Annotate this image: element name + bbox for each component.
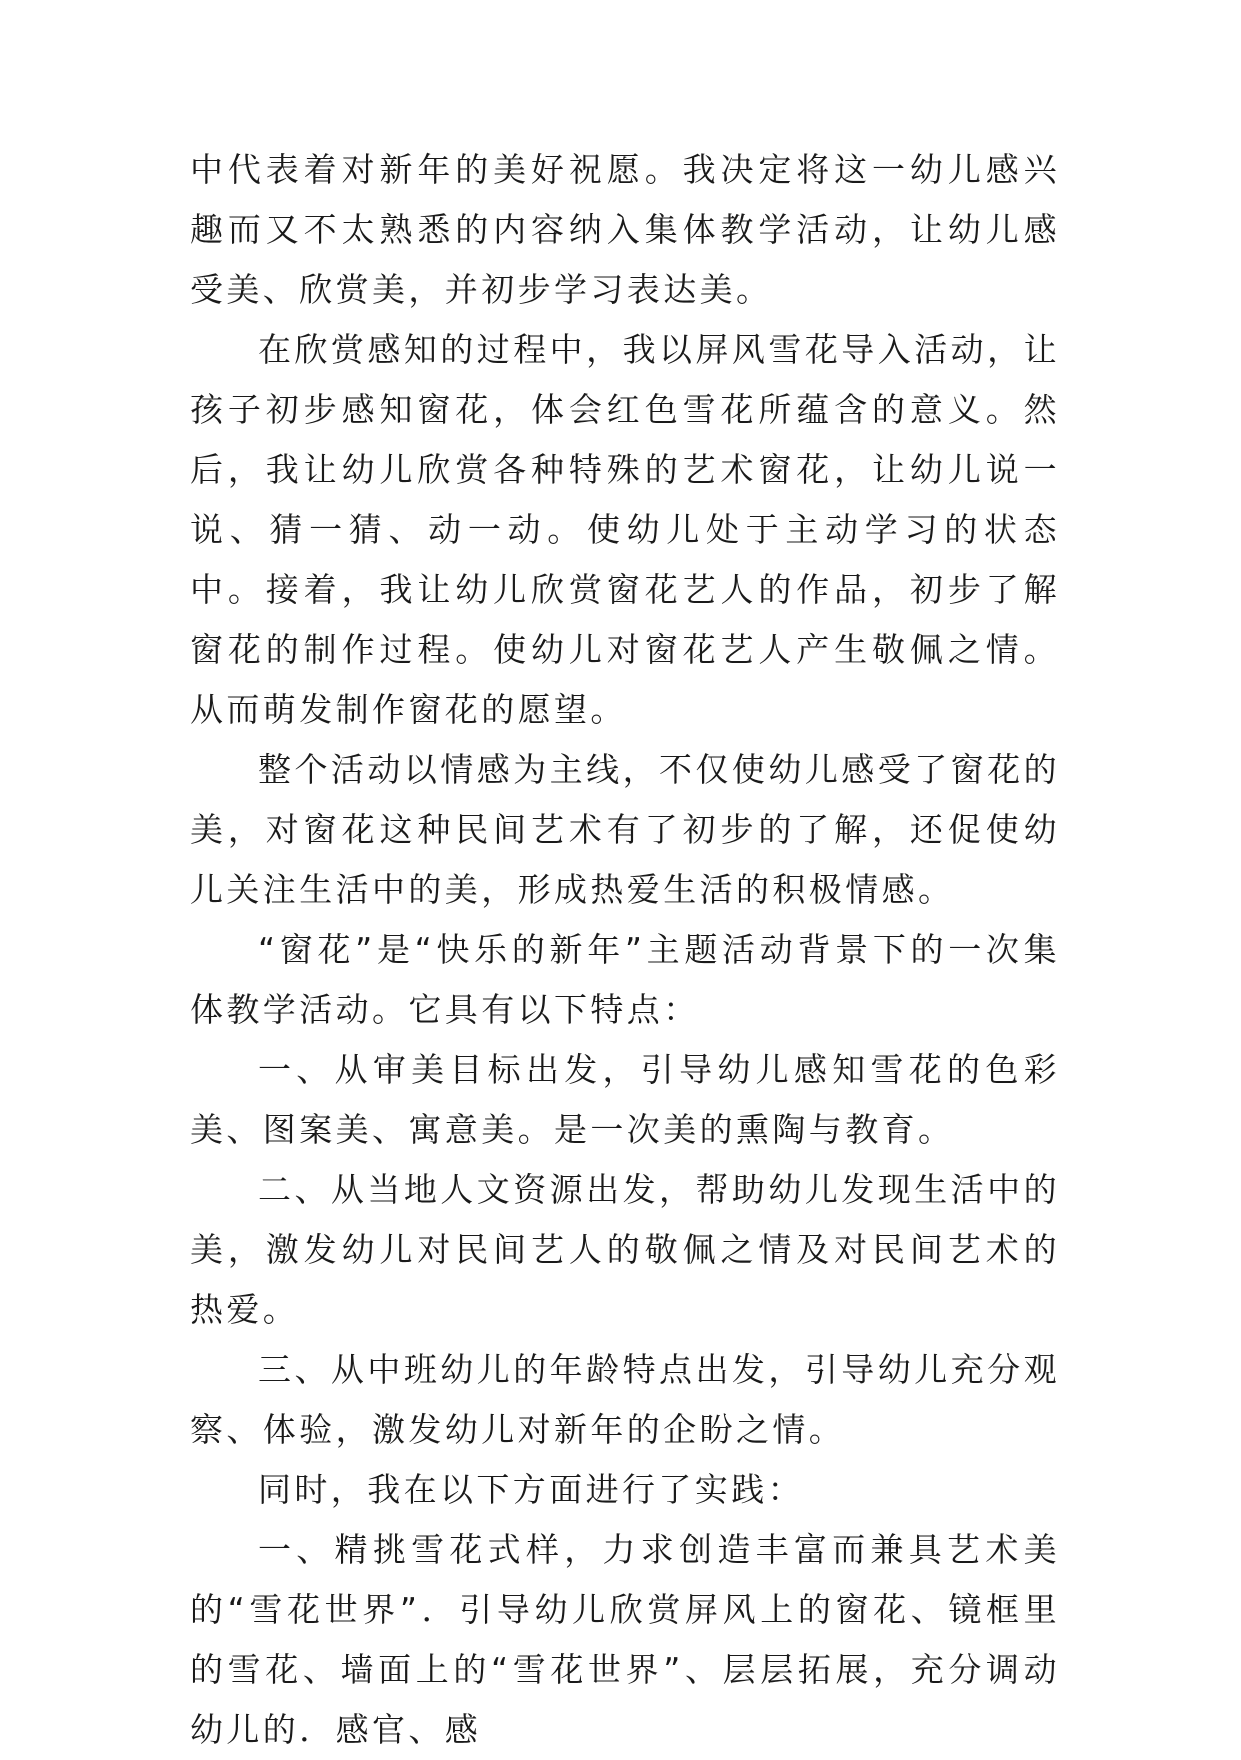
paragraph-3: 整个活动以情感为主线，不仅使幼儿感受了窗花的美，对窗花这种民间艺术有了初步的了解，还促使幼儿关注生活中的美，形成热爱生活的积极情感。 <box>190 750 1060 909</box>
paragraph-5: 一、从审美目标出发，引导幼儿感知雪花的色彩美、图案美、寓意美。是一次美的熏陶与教育。 <box>190 1050 1060 1149</box>
paragraph-6: 二、从当地人文资源出发，帮助幼儿发现生活中的美，激发幼儿对民间艺人的敬佩之情及对民间艺术的热爱。 <box>190 1170 1060 1329</box>
paragraph-9: 一、精挑雪花式样，力求创造丰富而兼具艺术美的“雪花世界”．引导幼儿欣赏屏风上的窗花、镜框里的雪花、墙面上的“雪花世界”、层层拓展，充分调动幼儿的．感官、感 <box>190 1530 1060 1749</box>
document-body <box>190 140 1060 1760</box>
paragraph-1: 中代表着对新年的美好祝愿。我决定将这一幼儿感兴趣而又不太熟悉的内容纳入集体教学活动，让幼儿感受美、欣赏美，并初步学习表达美。 <box>190 150 1060 309</box>
paragraph-4: “窗花”是“快乐的新年”主题活动背景下的一次集体教学活动。它具有以下特点： <box>190 930 1060 1029</box>
paragraph-2: 在欣赏感知的过程中，我以屏风雪花导入活动，让孩子初步感知窗花，体会红色雪花所蕴含的意义。然后，我让幼儿欣赏各种特殊的艺术窗花，让幼儿说一说、猜一猜、动一动。使幼儿处于主动学习的状态中。接着，我让幼儿欣赏窗花艺人的作品，初步了解窗花的制作过程。使幼儿对窗花艺人产生敬佩之情。从而萌发制作窗花的愿望。 <box>190 330 1060 729</box>
paragraph-7: 三、从中班幼儿的年龄特点出发，引导幼儿充分观察、体验，激发幼儿对新年的企盼之情。 <box>190 1350 1060 1449</box>
paragraph-8: 同时，我在以下方面进行了实践： <box>258 1470 804 1509</box>
